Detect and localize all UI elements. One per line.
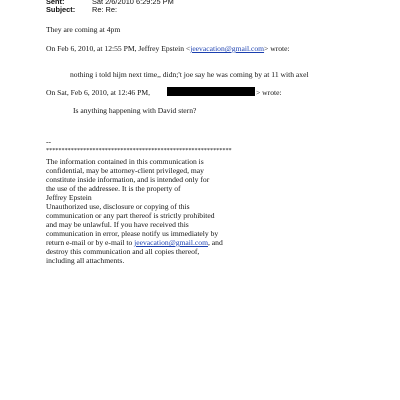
quote1-email-link[interactable]: jeevacation@gmail.com xyxy=(190,44,265,53)
quote2-body: Is anything happening with David stern? xyxy=(73,106,197,115)
disclaimer-line: including all attachments. xyxy=(46,256,125,265)
disclaimer-line: confidential, may be attorney-client privileged, may xyxy=(46,166,204,175)
asterisk-divider: ************************************************************ xyxy=(46,147,232,154)
disclaimer-line: the use of the addressee. It is the property of xyxy=(46,184,181,193)
disclaimer-line: communication or any part thereof is strictly prohibited xyxy=(46,211,215,220)
disclaimer-line-with-email xyxy=(46,238,296,247)
subject-value: Re: Re: xyxy=(92,5,118,14)
disclaimer-email-suffix: , and xyxy=(207,238,223,247)
redaction-block xyxy=(167,87,255,96)
disclaimer-line: Unauthorized use, disclosure or copying of this xyxy=(46,202,190,211)
disclaimer-email-link[interactable]: jeevacation@gmail.com xyxy=(134,238,208,247)
quote1-suffix: > wrote: xyxy=(264,44,290,53)
sent-label: Sent: xyxy=(46,0,65,6)
quote2-suffix: > wrote: xyxy=(256,88,282,97)
disclaimer-line: destroy this communication and all copies thereof, xyxy=(46,247,200,256)
quote1-prefix: On Feb 6, 2010, at 12:55 PM, Jeffrey Epstein < xyxy=(46,44,191,53)
sent-value: Sat 2/6/2010 6:29:25 PM xyxy=(92,0,174,6)
signature-separator: -- xyxy=(46,137,52,146)
disclaimer-line: communication in error, please notify us immediately by xyxy=(46,229,219,238)
disclaimer-line: and may be unlawful. If you have received this xyxy=(46,220,189,229)
disclaimer-line: The information contained in this communication is xyxy=(46,157,204,166)
disclaimer-line: constitute inside information, and is intended only for xyxy=(46,175,210,184)
quote1-body: nothing i told hijm next time,, didn;'t joe say he was coming by at 11 with axel xyxy=(70,70,309,79)
disclaimer-email-prefix: return e-mail or by e-mail to xyxy=(46,238,135,247)
message-body: They are coming at 4pm xyxy=(46,25,121,34)
confidentiality-disclaimer xyxy=(46,157,296,265)
quote2-prefix: On Sat, Feb 6, 2010, at 12:46 PM, xyxy=(46,88,150,97)
disclaimer-line: Jeffrey Epstein xyxy=(46,193,92,202)
subject-label: Subject: xyxy=(46,5,76,14)
quote1-header xyxy=(46,44,290,53)
